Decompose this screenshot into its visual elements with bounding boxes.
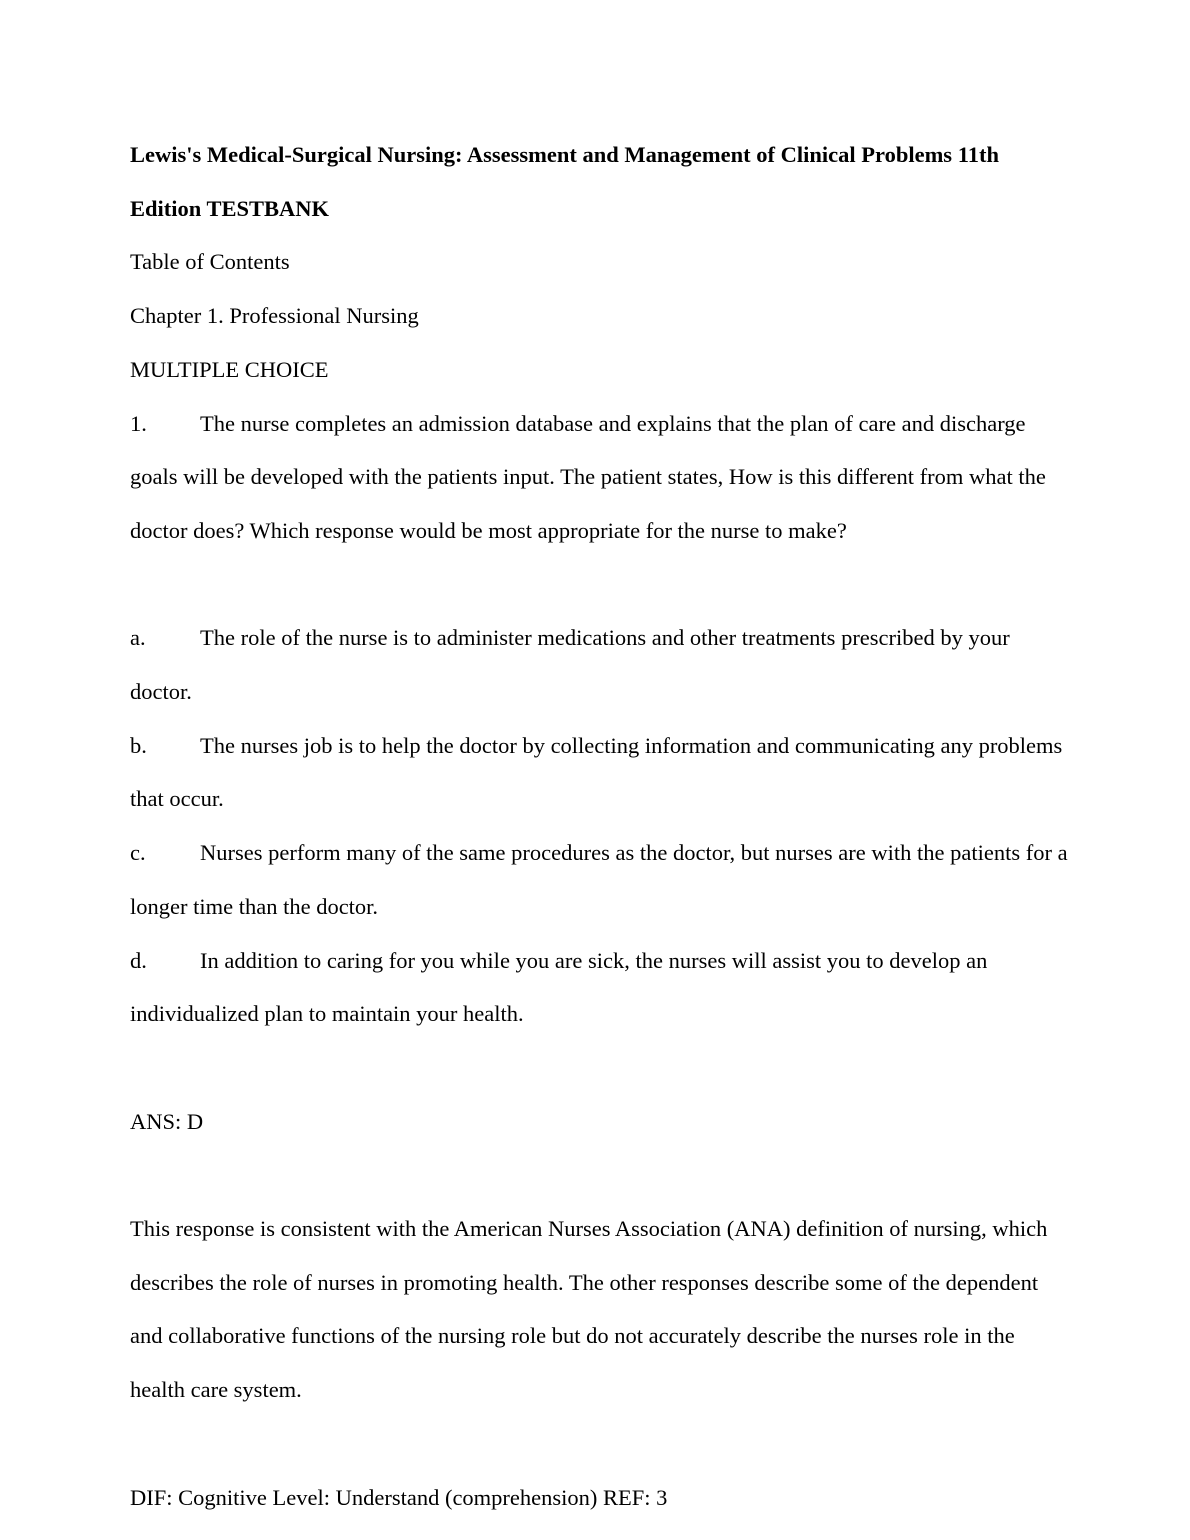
option-a: [130, 611, 1070, 718]
answer-line: ANS: D: [130, 1108, 204, 1134]
question-number: 1.: [130, 410, 147, 436]
spacer: [130, 1148, 1070, 1202]
option-d: [130, 934, 1070, 1041]
option-text: Nurses perform many of the same procedures as the doctor, but nurses are with the patients for a longer time than the doctor.: [130, 840, 1068, 919]
option-text: The nurses job is to help the doctor by collecting information and communicating any problems that occur.: [130, 732, 1063, 812]
question-text: The nurse completes an admission database and explains that the plan of care and discharge goals will be developed with the patients input. The patient states, How is this different from what the doctor does? Which response would be most appropriate for the nurse to make?: [130, 410, 1046, 543]
spacer: [130, 558, 1070, 612]
chapter-heading: Chapter 1. Professional Nursing: [130, 303, 419, 329]
option-b: [130, 719, 1070, 826]
rationale-text: This response is consistent with the American Nurses Association (ANA) definition of nursing, which describes the role of nurses in promoting health. The other responses describe some of the dependent and collaborative functions of the nursing role but do not accurately describe the nurses role in the health care system.: [130, 1216, 1048, 1403]
document-page: [130, 128, 1070, 1524]
question-stem: [130, 397, 1070, 558]
option-label: d.: [130, 947, 147, 973]
option-label: c.: [130, 840, 146, 866]
option-text: The role of the nurse is to administer medications and other treatments prescribed by your doctor.: [130, 625, 1010, 705]
question-meta: DIF: Cognitive Level: Understand (comprehension) REF: 3: [130, 1484, 668, 1510]
toc-heading: Table of Contents: [130, 249, 290, 275]
document-title: Lewis's Medical-Surgical Nursing: Assessment and Management of Clinical Problems 11th Edition TESTBANK: [130, 142, 999, 221]
section-heading: MULTIPLE CHOICE: [130, 356, 329, 382]
spacer: [130, 1041, 1070, 1095]
option-c: [130, 826, 1070, 933]
option-text: In addition to caring for you while you are sick, the nurses will assist you to develop an individualized plan to maintain your health.: [130, 947, 988, 1027]
spacer: [130, 1417, 1070, 1471]
option-label: b.: [130, 732, 147, 758]
option-label: a.: [130, 625, 146, 651]
